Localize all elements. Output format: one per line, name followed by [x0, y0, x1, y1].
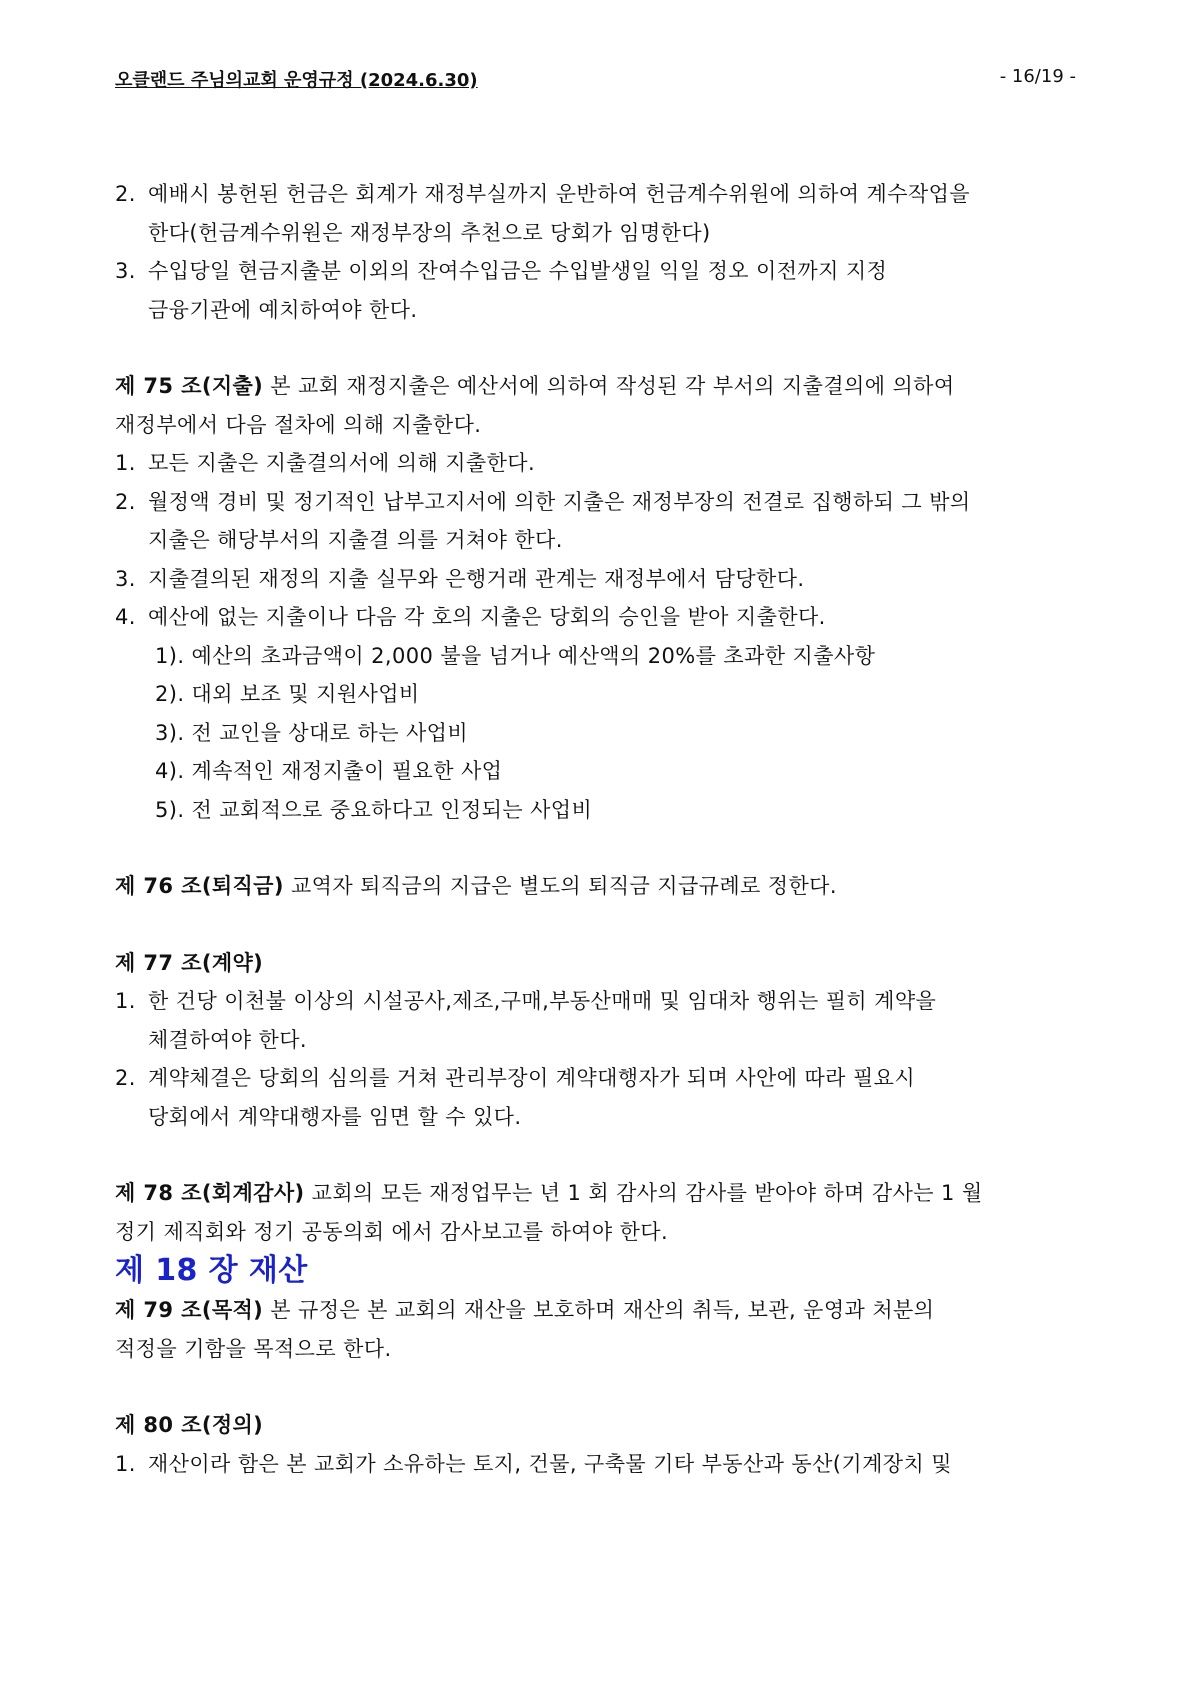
page-header — [115, 66, 1076, 94]
article-title: 제 76 조(퇴직금) — [115, 874, 284, 898]
article-78-heading: 제 78 조(회계감사) 교회의 모든 재정업무는 년 1 회 감사의 감사를 받아야 하며 감사는 1 월 — [115, 1181, 983, 1205]
list-item: 3. 수입당일 현금지출분 이외의 잔여수입금은 수입발생일 익일 정오 이전까지 지정 — [115, 259, 888, 283]
article-79-heading: 제 79 조(목적) 본 규정은 본 교회의 재산을 보호하며 재산의 취득, 보관, 운영과 처분의 — [115, 1298, 935, 1322]
list-item-continuation: 체결하여야 한다. — [148, 1027, 307, 1052]
list-item-continuation: 한다(헌금계수위원은 재정부장의 추천으로 당회가 임명한다) — [148, 220, 711, 245]
chapter-heading: 제 18 장 재산 — [115, 1253, 308, 1288]
list-item: 2. 예배시 봉헌된 헌금은 회계가 재정부실까지 운반하여 헌금계수위원에 의하여 계수작업을 — [115, 182, 970, 206]
article-79-text: 적정을 기함을 목적으로 한다. — [115, 1336, 392, 1361]
sub-item: 3). 전 교인을 상대로 하는 사업비 — [155, 720, 469, 745]
list-item: 3. 지출결의된 재정의 지출 실무와 은행거래 관계는 재정부에서 담당한다. — [115, 566, 805, 591]
article-78-text: 정기 제직회와 정기 공동의회 에서 감사보고를 하여야 한다. — [115, 1219, 669, 1244]
list-item-continuation: 금융기관에 예치하여야 한다. — [148, 297, 418, 322]
document-body — [115, 175, 1075, 1483]
article-80-heading: 제 80 조(정의) — [115, 1413, 264, 1437]
article-76-heading: 제 76 조(퇴직금) 교역자 퇴직금의 지급은 별도의 퇴직금 지급규례로 정한다. — [115, 874, 837, 898]
sub-item: 4). 계속적인 재정지출이 필요한 사업 — [155, 759, 503, 783]
article-75-heading: 제 75 조(지출) 본 교회 재정지출은 예산서에 의하여 작성된 각 부서의 지출결의에 의하여 — [115, 374, 955, 398]
sub-item: 5). 전 교회적으로 중요하다고 인정되는 사업비 — [155, 797, 593, 822]
article-75-text: 재정부에서 다음 절차에 의해 지출한다. — [115, 412, 482, 437]
list-item: 2. 계약체결은 당회의 심의를 거쳐 관리부장이 계약대행자가 되며 사안에 따라 필요시 — [115, 1066, 915, 1090]
list-item: 1. 모든 지출은 지출결의서에 의해 지출한다. — [115, 451, 536, 475]
list-item: 1. 재산이라 함은 본 교회가 소유하는 토지, 건물, 구축물 기타 부동산과 동산(기계장치 및 — [115, 1451, 952, 1476]
article-title: 제 75 조(지출) — [115, 374, 264, 398]
sub-item: 2). 대외 보조 및 지원사업비 — [155, 682, 420, 706]
article-title: 제 79 조(목적) — [115, 1298, 264, 1322]
list-item: 4. 예산에 없는 지출이나 다음 각 호의 지출은 당회의 승인을 받아 지출한다. — [115, 605, 826, 629]
list-item-continuation: 지출은 해당부서의 지출결 의를 거쳐야 한다. — [148, 528, 563, 552]
article-title: 제 78 조(회계감사) — [115, 1181, 305, 1205]
article-77-heading: 제 77 조(계약) — [115, 950, 264, 975]
document-title: 오클랜드 주님의교회 운영규정 (2024.6.30) — [115, 70, 478, 91]
list-item: 2. 월정액 경비 및 정기적인 납부고지서에 의한 지출은 재정부장의 전결로 집행하되 그 밖의 — [115, 489, 971, 514]
sub-item: 1). 예산의 초과금액이 2,000 불을 넘거나 예산액의 20%를 초과한 지출사항 — [155, 643, 876, 668]
page-number: - 16/19 - — [999, 66, 1076, 87]
list-item-continuation: 당회에서 계약대행자를 임면 할 수 있다. — [148, 1104, 522, 1129]
list-item: 1. 한 건당 이천불 이상의 시설공사,제조,구매,부동산매매 및 임대차 행위는 필히 계약을 — [115, 989, 937, 1013]
